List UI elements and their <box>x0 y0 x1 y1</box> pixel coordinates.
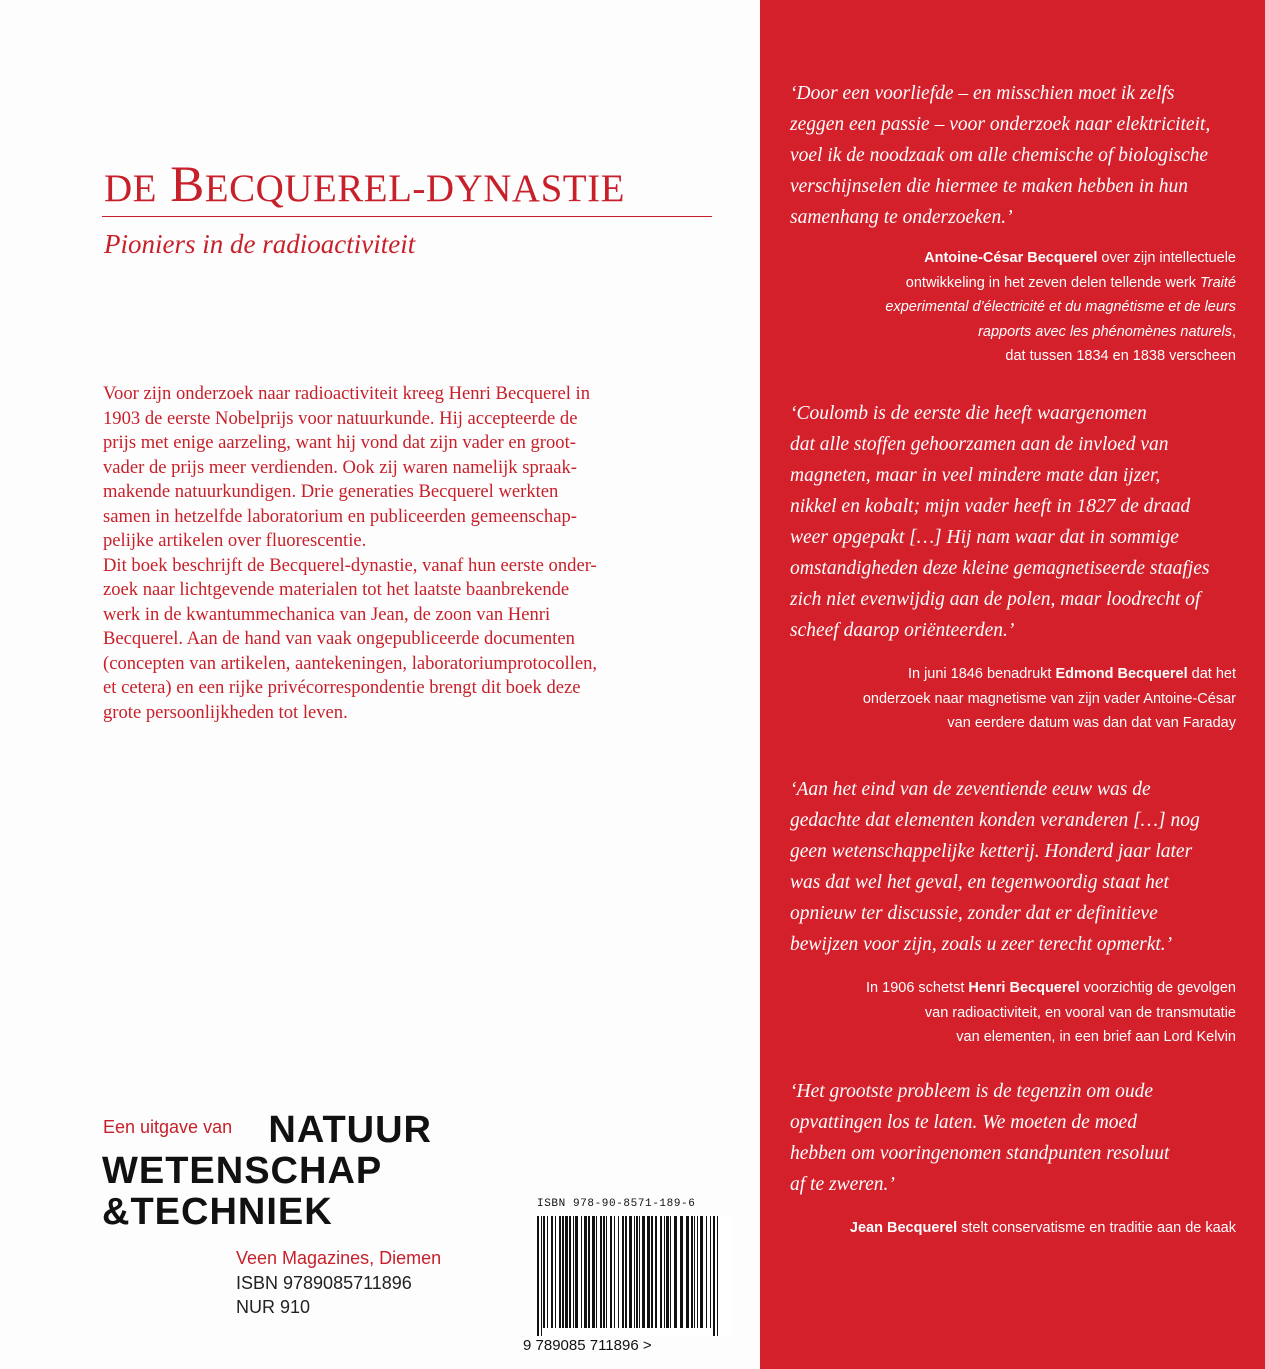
barcode-bar <box>575 1216 578 1328</box>
blurb-line: samen in hetzelfde laboratorium en publiceerden gemeenschap- <box>103 505 577 527</box>
quote-line: omstandigheden deze kleine gemagnetiseerde staafjes <box>790 558 1210 579</box>
isbn-text: ISBN 9789085711896 <box>236 1272 412 1293</box>
attribution-text: dat het <box>1187 666 1236 682</box>
attribution-text: , <box>1231 323 1236 340</box>
quote-line: magneten, maar in veel mindere mate dan ijzer, <box>790 465 1161 486</box>
barcode-bar <box>581 1216 582 1328</box>
title-part-de: DE <box>104 167 157 210</box>
barcode-bar <box>565 1216 568 1328</box>
quote-line: was dat wel het geval, en tegenwoordig staat het <box>790 872 1169 893</box>
barcode-bar <box>541 1216 542 1336</box>
barcode-bar <box>551 1216 553 1328</box>
quote-line: bewijzen voor zijn, zoals u zeer terecht opmerkt.’ <box>790 934 1173 955</box>
publisher-details <box>236 1246 442 1320</box>
barcode-bar <box>629 1216 632 1328</box>
barcode-bar <box>547 1216 548 1328</box>
quote-line: opnieuw ter discussie, zonder dat er definitieve <box>790 903 1158 924</box>
barcode-bar <box>537 1216 539 1336</box>
attribution-jean <box>766 1216 1236 1241</box>
attribution-text: van radioactiviteit, en vooral van de transmutatie <box>924 1004 1236 1021</box>
barcode-isbn-label: ISBN 978-90-8571-189-6 <box>537 1198 696 1210</box>
barcode-bar <box>651 1216 653 1328</box>
barcode-bar <box>639 1216 640 1328</box>
blurb-line: Voor zijn onderzoek naar radioactiviteit kreeg Henri Becquerel in <box>103 383 591 404</box>
barcode-bar <box>622 1216 624 1328</box>
barcode-bar <box>610 1216 612 1328</box>
barcode-bar <box>700 1216 703 1328</box>
barcode-bar <box>596 1216 597 1328</box>
attribution-name: Antoine-César Becquerel <box>924 250 1098 266</box>
barcode-bar <box>562 1216 564 1328</box>
barcode-bar <box>569 1216 571 1328</box>
blurb-line: 1903 de eerste Nobelprijs voor natuurkunde. Hij accepteerde de <box>103 407 578 429</box>
barcode-bar <box>584 1216 587 1328</box>
attribution-title: rapports avec les phénomènes naturels <box>978 323 1232 340</box>
attribution-text: voorzichtig de gevolgen <box>1079 980 1236 996</box>
publisher-logo-line: NATUUR <box>268 1109 432 1151</box>
quote-line: hebben om vooringenomen standpunten resoluut <box>790 1143 1170 1164</box>
barcode-bar <box>660 1216 662 1328</box>
attribution-name: Jean Becquerel <box>849 1220 958 1236</box>
barcode-bar <box>543 1216 545 1328</box>
barcode-bar <box>680 1216 683 1328</box>
blurb-line: Becquerel. Aan de hand van vaak ongepubliceerde documenten <box>103 628 575 649</box>
quote-coulomb <box>790 398 1250 646</box>
barcode-bar <box>559 1216 561 1328</box>
barcode-bar <box>697 1216 698 1328</box>
barcode-bar <box>592 1216 595 1328</box>
blurb-line: prijs met enige aarzeling, want hij vond dat zijn vader en groot- <box>103 432 576 453</box>
barcode-bar <box>636 1216 638 1328</box>
title-rule-divider <box>102 216 712 217</box>
attribution-text: ontwikkeling in het zeven delen tellende werk <box>905 274 1200 291</box>
barcode-bar <box>614 1216 615 1328</box>
attribution-title: Traité <box>1200 274 1236 291</box>
quote-antoine-cesar <box>790 78 1250 233</box>
blurb-line: Dit boek beschrijft de Becquerel-dynastie, vanaf hun eerste onder- <box>103 554 597 576</box>
quote-jean <box>790 1076 1250 1200</box>
quote-line: geen wetenschappelijke ketterij. Honderd jaar later <box>790 841 1193 862</box>
barcode-bar <box>634 1216 635 1328</box>
attribution-text: over zijn intellectuele <box>1097 250 1236 266</box>
barcode-bars-icon <box>533 1216 733 1336</box>
blurb-line: pelijke artikelen over fluorescentie. <box>103 530 367 551</box>
quote-line: scheef daarop oriënteerden.’ <box>790 620 1015 641</box>
barcode-bar <box>655 1216 657 1328</box>
quotes-panel <box>760 0 1265 1369</box>
attribution-henri <box>766 976 1236 1050</box>
attribution-text: In juni 1846 benadrukt <box>907 666 1056 682</box>
attribution-text: stelt conservatisme en traditie aan de kaak <box>957 1220 1236 1236</box>
quote-line: dat alle stoffen gehoorzamen aan de invloed van <box>790 434 1169 455</box>
barcode-bar <box>555 1216 556 1328</box>
quote-line: weer opgepakt […] Hij nam waar dat in sommige <box>790 527 1179 548</box>
barcode-bar <box>691 1216 693 1328</box>
blurb-text <box>103 382 648 725</box>
barcode-bar <box>686 1216 689 1328</box>
barcode-bar <box>713 1216 715 1336</box>
barcode-bar <box>670 1216 671 1328</box>
barcode-bar <box>600 1216 602 1328</box>
blurb-line: et cetera) en een rijke privécorrespondentie brengt dit boek deze <box>103 677 581 698</box>
blurb-line: werk in de kwantummechanica van Jean, de zoon van Henri <box>103 603 551 625</box>
attribution-edmond <box>766 662 1236 736</box>
publisher-logo-line: &TECHNIEK <box>102 1191 333 1233</box>
attribution-name: Edmond Becquerel <box>1055 666 1188 682</box>
book-subtitle: Pioniers in de radioactiviteit <box>104 229 416 259</box>
barcode-bar <box>642 1216 645 1328</box>
barcode-bar <box>647 1216 650 1328</box>
quote-line: voel ik de noodzaak om alle chemische of biologische <box>790 145 1209 166</box>
quote-line: ‘Coulomb is de eerste die heeft waargenomen <box>790 403 1147 424</box>
quote-line: af te zweren.’ <box>790 1174 895 1195</box>
quote-line: ‘Het grootste probleem is de tegenzin om oude <box>790 1081 1154 1102</box>
quote-henri <box>790 774 1250 960</box>
attribution-title: experimental d’électricité et du magnétisme et de leurs <box>885 299 1236 315</box>
attribution-text: van elementen, in een brief aan Lord Kelvin <box>956 1029 1236 1045</box>
blurb-line: makende natuurkundigen. Drie generaties Becquerel werkten <box>103 481 559 502</box>
title-part-b: B <box>170 157 205 213</box>
barcode-bar <box>606 1216 607 1328</box>
quote-line: zich niet evenwijdig aan de polen, maar loodrecht of <box>790 589 1201 610</box>
barcode-bar <box>706 1216 707 1328</box>
barcode-bar <box>666 1216 669 1328</box>
quote-line: opvattingen los te laten. We moeten de moed <box>790 1112 1137 1133</box>
publisher-logo-line: WETENSCHAP <box>102 1150 383 1192</box>
publisher-label: Een uitgave van <box>103 1117 233 1137</box>
nur-text: NUR 910 <box>236 1297 311 1317</box>
publisher-logo <box>102 1110 432 1234</box>
quote-line: verschijnselen die hiermee te maken hebben in hun <box>790 176 1188 197</box>
quote-line: ‘Aan het eind van de zeventiende eeuw was de <box>790 779 1151 800</box>
quote-line: zeggen een passie – voor onderzoek naar elektriciteit, <box>790 114 1211 135</box>
blurb-line: zoek naar lichtgevende materialen tot het laatste baanbrekende <box>103 579 570 600</box>
barcode-bar <box>694 1216 695 1328</box>
barcode-bar <box>674 1216 677 1328</box>
quote-line: gedachte dat elementen konden veranderen […] nog <box>790 810 1200 831</box>
attribution-text: onderzoek naar magnetisme van zijn vader Antoine-César <box>862 690 1236 707</box>
attribution-antoine-cesar <box>766 246 1236 369</box>
attribution-text: dat tussen 1834 en 1838 verscheen <box>1005 348 1236 364</box>
barcode-bar <box>625 1216 627 1328</box>
blurb-line: (concepten van artikelen, aantekeningen, laboratoriumprotocollen, <box>103 652 598 674</box>
barcode-bar <box>588 1216 590 1328</box>
attribution-name: Henri Becquerel <box>968 980 1080 996</box>
barcode-bar <box>573 1216 574 1328</box>
barcode-bar <box>618 1216 619 1328</box>
book-title <box>104 155 716 219</box>
barcode-bar <box>710 1216 711 1328</box>
attribution-text: van eerdere datum was dan dat van Faraday <box>947 715 1236 731</box>
quote-line: samenhang te onderzoeken.’ <box>790 207 1013 228</box>
attribution-text: In 1906 schetst <box>866 980 969 996</box>
quote-line: nikkel en kobalt; mijn vader heeft in 1827 de draad <box>790 496 1191 517</box>
title-part-rest: ECQUEREL-DYNASTIE <box>204 167 625 210</box>
blurb-line: grote persoonlijkheden tot leven. <box>103 701 348 723</box>
blurb-line: vader de prijs meer verdienden. Ook zij waren namelijk spraak- <box>103 456 577 478</box>
barcode-digits: 9 789085 711896 > <box>523 1337 652 1354</box>
publisher-place: Veen Magazines, Diemen <box>236 1248 442 1268</box>
barcode-bar <box>717 1216 718 1336</box>
isbn-barcode <box>523 1194 763 1369</box>
quote-line: ‘Door een voorliefde – en misschien moet ik zelfs <box>790 83 1175 104</box>
barcode-bar <box>603 1216 605 1328</box>
barcode-bar <box>664 1216 665 1328</box>
